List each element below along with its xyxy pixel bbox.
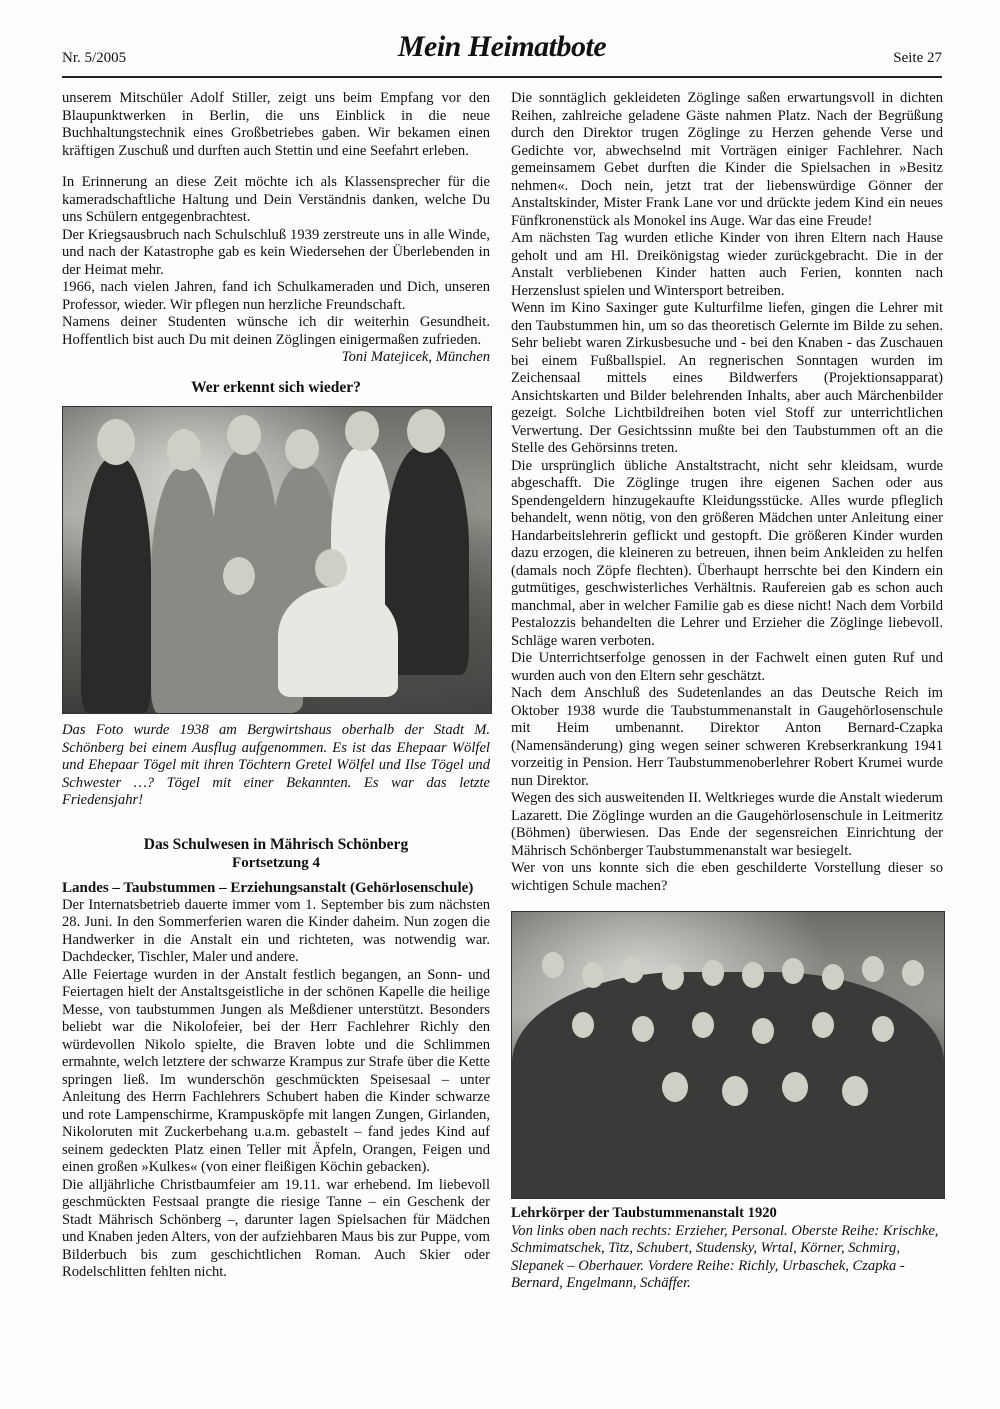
paragraph: unserem Mitschüler Adolf Stiller, zeigt uns beim Empfang vor den Blaupunktwerken in Berlin, die uns Einblick in die neue Buchhaltungstechnik eines Großbetriebes gaben. Wir bekamen einen kräftigen Zuschuß und durften auch Stettin und eine Seefahrt erleben.	[62, 90, 490, 159]
section-title: Landes – Taubstummen – Erziehungsanstalt (Gehörlosenschule)	[62, 879, 474, 896]
paragraph: Die Unterrichtserfolge genossen in der Fachwelt einen guten Ruf und wurden auch von den Eltern sehr geschätzt.	[511, 650, 943, 684]
author-signature: Toni Matejicek, München	[341, 349, 490, 365]
paragraph: Wenn im Kino Saxinger gute Kulturfilme liefen, gingen die Lehrer mit den Taubstummen hin, um so das theoretisch Gelernte im Bilde zu sehen. Sehr beliebt waren Zirkusbesuche und - bei den Knaben - das Zuschauen bei einem Fußballspiel. An regnerischen Sonntagen wurden im Zeichensaal mittels eines Bildwerfers (Projektionsapparat) Ansichtskarten und Bilder belehrenden Inhalts, aber auch Märchenbilder gezeigt. Solche Lichtbildreihen boten viel Stoff zur unterrichtlichen Verwertung. Der Gesichtssinn mußte bei den Taubstummen oft an die Stelle des Gehörsinns treten.	[511, 300, 943, 456]
left-column	[62, 90, 490, 1282]
photo-title: Lehrkörper der Taubstummenanstalt 1920	[511, 1205, 777, 1221]
photo-caption: Von links oben nach rechts: Erzieher, Personal. Oberste Reihe: Krischke, Schmimatschek, Titz, Schubert, Studensky, Wrtal, Körner, Schmirg, Slepanek – Oberhauer. Vordere Reihe: Richly, Urbaschek, Czapka - Bernard, Engelmann, Schäffer.	[511, 1222, 939, 1291]
right-column	[511, 90, 943, 1293]
page-header	[62, 30, 942, 72]
paragraph: Die ursprünglich übliche Anstaltstracht, nicht sehr kleidsam, wurde abgeschafft. Die Zöglinge trugen ihre eigenen Sachen oder aus Spendengeldern hinzugekaufte Kleidungsstücke. Alles wurde pfleglich behandelt, wenn nötig, von den größeren Mädchen unter Anleitung einer Handarbeitslehrerin geflickt und gestopft. Die größeren Kinder wurden dazu erzogen, die kleineren zu betreuen, ihnen beim Ankleiden zu helfen (damals noch Zöpfe flechten). Überhaupt herrschte bei den Kindern ein gutmütiges, geschwisterliches Verhältnis. Raufereien gab es schon auch manchmal, aber in welcher Familie gab es diese nicht! Nach dem Vorbild Pestalozzis behandelten die Lehrer und Erzieher die Zöglinge liebevoll. Schläge waren verboten.	[511, 457, 943, 649]
paragraph: Nach dem Anschluß des Sudetenlandes an das Deutsche Reich im Oktober 1938 wurde die Taubstummenanstalt in Gaugehörlosenschule mit Heim umbenannt. Direktor Anton Bernard-Czapka (Namensänderung) ging wegen seiner schweren Krebserkrankung 1941 vorzeitig in Pension. Herr Taubstummenoberlehrer Robert Krumei wurde nun Direktor.	[511, 685, 943, 789]
paragraph: Die alljährliche Christbaumfeier am 19.11. war erhebend. Im liebevoll geschmückten Festsaal prangte die riesige Tanne – ein Geschenk der Stadt Mährisch Schönberg –, darunter lagen Spielsachen für Mädchen und Knaben jeden Alters, von der aufziehbaren Maus bis zur Puppe, vom Bilderbuch bis zum geschichtlichen Roman. Auch Skier oder Rodelschlitten fehlten nicht.	[62, 1176, 490, 1280]
masthead-logo: Mein Heimatbote	[397, 30, 607, 63]
paragraph: Wer von uns konnte sich die eben geschilderte Vorstellung dieser so wichtigen Schule machen?	[511, 860, 943, 894]
paragraph: In Erinnerung an diese Zeit möchte ich als Klassensprecher für die kameradschaftliche Haltung und Dein Verständnis danken, welche Du uns Schülern entgegenbrachtest.	[62, 174, 490, 225]
page-number: Seite 27	[893, 50, 942, 66]
paragraph: Namens deiner Studenten wünsche ich dir weiterhin Gesundheit. Hoffentlich bist auch Du mit deinen Zöglingen einigermaßen zufrieden.	[62, 314, 490, 348]
article-title: Das Schulwesen in Mährisch Schönberg	[143, 835, 409, 853]
header-rule	[62, 76, 942, 78]
teachers-photo-1920	[511, 911, 945, 1199]
paragraph: Der Kriegsausbruch nach Schulschluß 1939 zerstreute uns in alle Winde, und nach der Katastrophe gab es kein Wiedersehen der Überlebenden in der Heimat mehr.	[62, 226, 490, 278]
paragraph: Wegen des sich ausweitenden II. Weltkrieges wurde die Anstalt wiederum Lazarett. Die Zöglinge wurden an die Gaugehörlosenschule in Leitmeritz (Böhmen) überwiesen. Das Ende der segensreichen Einrichtung der Mährisch Schönberger Taubstummenanstalt war besiegelt.	[511, 790, 943, 859]
photo-heading: Wer erkennt sich wieder?	[191, 378, 361, 396]
paragraph: Die sonntäglich gekleideten Zöglinge saßen erwartungsvoll in dichten Reihen, zahlreiche geladene Gäste nahmen Platz. Nach der Begrüßung durch den Direktor trugen Zöglinge zu Herzen gehende Verse und Gedichte vor, abwechselnd mit Vorträgen einiger Fachlehrer. Nach gemeinsamem Gebet durften die Kinder die Spielsachen in »Besitz nehmen«. Doch nein, jetzt trat der liebenswürdige Gönner der Anstaltskinder, Mister Frank Lane vor und drückte jedem Kind ein neues Fünfkronenstück als Monokel ins Auge. War das eine Freude!	[511, 90, 943, 229]
photo-caption: Das Foto wurde 1938 am Bergwirtshaus oberhalb der Stadt M. Schönberg bei einem Ausflug aufgenommen. Es ist das Ehepaar Wölfel und Ehepaar Tögel mit ihren Töchtern Gretel Wölfel und Ilse Tögel und Schwester …? Tögel mit einer Bekannten. Es war das letzte Friedensjahr!	[62, 722, 490, 808]
paragraph: 1966, nach vielen Jahren, fand ich Schulkameraden und Dich, unseren Professor, wieder. Wir pflegen nun herzliche Freundschaft.	[62, 279, 490, 313]
paragraph: Der Internatsbetrieb dauerte immer vom 1. September bis zum nächsten 28. Juni. In den Sommerferien waren die Kinder daheim. Nun zogen die Handwerker in die Anstalt ein und richteten, was notwendig war. Dachdecker, Tischler, Maler und andere.	[62, 896, 490, 965]
article-subtitle: Fortsetzung 4	[232, 855, 320, 871]
family-photo-1938	[62, 406, 492, 714]
paragraph: Am nächsten Tag wurden etliche Kinder von ihren Eltern nach Hause geholt und am Hl. Dreikönigstag wieder zurückgebracht. Die in der Anstalt verbliebenen Kinder hatten auch Ferien, konnten nach Herzenslust spielen und Wintersport betreiben.	[511, 230, 943, 299]
paragraph: Alle Feiertage wurden in der Anstalt festlich begangen, an Sonn- und Feiertagen hielt der Anstaltsgeistliche in der schönen Kapelle die heilige Messe, von taubstummen Jungen als Meßdiener unterstützt. Besonders beliebt war die Nikolofeier, bei der Herr Fachlehrer Richly den würdevollen Nikolo spielte, die Braven lobte und die Schlimmen ermahnte, welch letztere der schwarze Krampus zur Strafe über die Kette springen ließ. Im wunderschön geschmückten Speisesaal – unter Anleitung des Herrn Fachlehrers Schubert haben die Kinder schwarze und rote Lampenschirme, Krampusköpfe mit langen Zungen, Girlanden, Nikoloruten mit Zuckerbehang u.a.m. gebastelt – fand jedes Kind auf seinem gedeckten Platz einen Teller mit Äpfeln, Orangen, Feigen und einen großen »Kulkes« (von einer fleißigen Köchin gebacken).	[62, 966, 490, 1175]
signature-line	[62, 349, 490, 367]
issue-number: Nr. 5/2005	[62, 50, 127, 66]
